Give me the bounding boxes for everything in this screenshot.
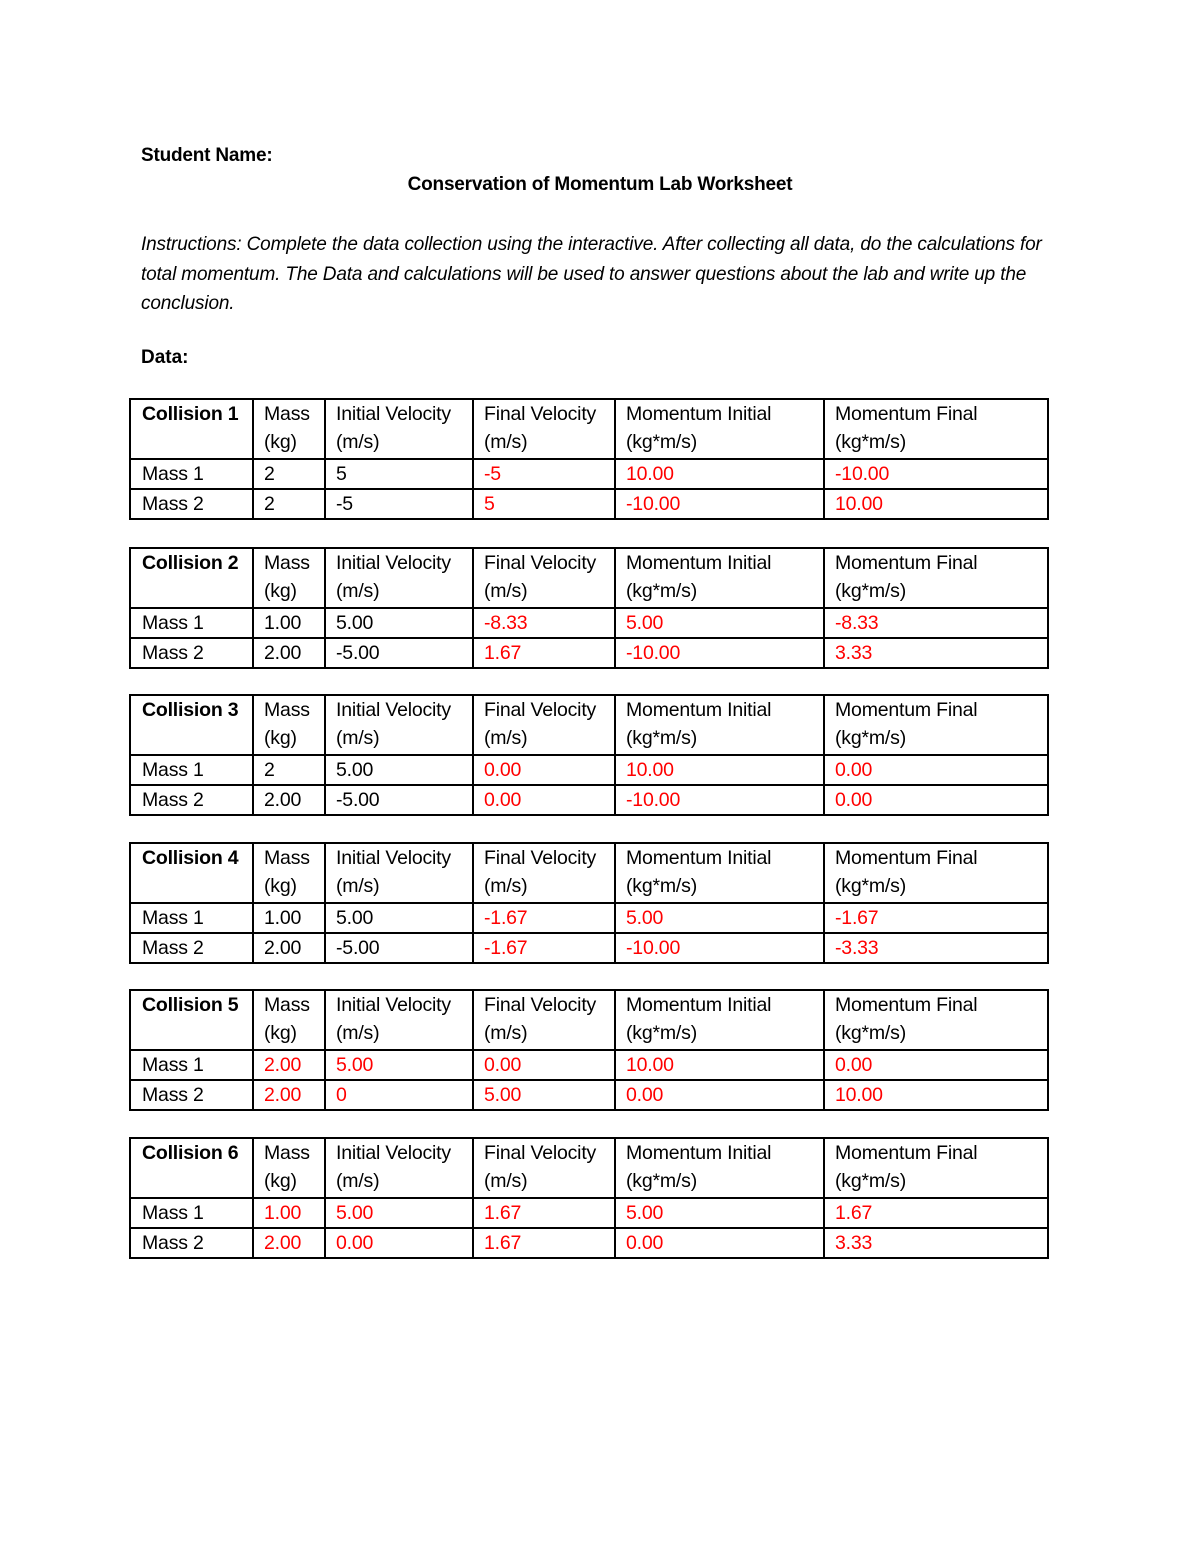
momentum-initial-cell: -10.00 (615, 638, 824, 668)
momentum-final-header: Momentum Final (kg*m/s) (824, 399, 1048, 459)
momentum-initial-cell: 0.00 (615, 1080, 824, 1110)
final-velocity-cell: 0.00 (473, 785, 615, 815)
momentum-initial-cell: -10.00 (615, 785, 824, 815)
student-name-label: Student Name: (141, 145, 273, 166)
final-velocity-header: Final Velocity (m/s) (473, 1138, 615, 1198)
collision-table-1 (129, 398, 1049, 520)
final-velocity-cell: -1.67 (473, 933, 615, 963)
header-row (130, 1138, 1048, 1198)
final-velocity-cell: -5 (473, 459, 615, 489)
momentum-final-cell: 3.33 (824, 638, 1048, 668)
mass-cell: 2 (253, 755, 325, 785)
momentum-initial-header: Momentum Initial (kg*m/s) (615, 695, 824, 755)
row-label: Mass 2 (142, 1084, 204, 1106)
momentum-initial-header: Momentum Initial (kg*m/s) (615, 990, 824, 1050)
final-velocity-header: Final Velocity (m/s) (473, 695, 615, 755)
final-velocity-cell: 0.00 (473, 755, 615, 785)
momentum-final-header: Momentum Final (kg*m/s) (824, 695, 1048, 755)
final-velocity-cell: 5.00 (473, 1080, 615, 1110)
momentum-final-header: Momentum Final (kg*m/s) (824, 1138, 1048, 1198)
momentum-final-header: Momentum Final (kg*m/s) (824, 548, 1048, 608)
mass-cell: 2 (253, 459, 325, 489)
momentum-final-cell: -3.33 (824, 933, 1048, 963)
momentum-initial-header: Momentum Initial (kg*m/s) (615, 548, 824, 608)
final-velocity-cell: 0.00 (473, 1050, 615, 1080)
final-velocity-header: Final Velocity (m/s) (473, 399, 615, 459)
final-velocity-cell: 1.67 (473, 1198, 615, 1228)
table-row (130, 489, 1048, 519)
momentum-initial-cell: 5.00 (615, 903, 824, 933)
row-label: Mass 2 (142, 493, 204, 515)
momentum-final-cell: 10.00 (824, 489, 1048, 519)
row-label: Mass 2 (142, 789, 204, 811)
final-velocity-cell: -1.67 (473, 903, 615, 933)
momentum-final-cell: 0.00 (824, 785, 1048, 815)
initial-velocity-header: Initial Velocity (m/s) (325, 843, 473, 903)
momentum-final-header: Momentum Final (kg*m/s) (824, 843, 1048, 903)
momentum-final-cell: -10.00 (824, 459, 1048, 489)
collision-title: Collision 5 (130, 990, 253, 1050)
table-row (130, 785, 1048, 815)
collision-table-6 (129, 1137, 1049, 1259)
momentum-initial-header: Momentum Initial (kg*m/s) (615, 399, 824, 459)
table-row (130, 1050, 1048, 1080)
initial-velocity-cell: 0.00 (325, 1228, 473, 1258)
initial-velocity-cell: 5.00 (325, 1198, 473, 1228)
data-heading: Data: (141, 347, 189, 368)
initial-velocity-cell: 5 (325, 459, 473, 489)
momentum-final-cell: -1.67 (824, 903, 1048, 933)
mass-cell: 2.00 (253, 785, 325, 815)
initial-velocity-cell: -5.00 (325, 933, 473, 963)
mass-header: Mass (kg) (253, 1138, 325, 1198)
table-row (130, 1198, 1048, 1228)
mass-header: Mass (kg) (253, 695, 325, 755)
mass-cell: 2.00 (253, 933, 325, 963)
momentum-initial-header: Momentum Initial (kg*m/s) (615, 843, 824, 903)
mass-header: Mass (kg) (253, 548, 325, 608)
momentum-initial-cell: -10.00 (615, 933, 824, 963)
collision-title: Collision 2 (130, 548, 253, 608)
header-row (130, 399, 1048, 459)
collision-table-4 (129, 842, 1049, 964)
initial-velocity-header: Initial Velocity (m/s) (325, 548, 473, 608)
header-row (130, 843, 1048, 903)
momentum-initial-cell: 5.00 (615, 608, 824, 638)
initial-velocity-header: Initial Velocity (m/s) (325, 1138, 473, 1198)
mass-header: Mass (kg) (253, 990, 325, 1050)
mass-header: Mass (kg) (253, 843, 325, 903)
mass-cell: 1.00 (253, 903, 325, 933)
initial-velocity-cell: -5.00 (325, 785, 473, 815)
mass-cell: 2.00 (253, 1228, 325, 1258)
momentum-final-cell: 0.00 (824, 755, 1048, 785)
collision-title: Collision 3 (130, 695, 253, 755)
momentum-initial-cell: 0.00 (615, 1228, 824, 1258)
row-label: Mass 1 (130, 459, 253, 489)
final-velocity-header: Final Velocity (m/s) (473, 548, 615, 608)
mass-cell: 2.00 (253, 1080, 325, 1110)
initial-velocity-header: Initial Velocity (m/s) (325, 399, 473, 459)
collision-table-3 (129, 694, 1049, 816)
momentum-initial-cell: 10.00 (615, 1050, 824, 1080)
row-label: Mass 1 (130, 903, 253, 933)
momentum-final-header: Momentum Final (kg*m/s) (824, 990, 1048, 1050)
mass-cell: 2 (253, 489, 325, 519)
collision-title: Collision 4 (130, 843, 253, 903)
mass-cell: 2.00 (253, 638, 325, 668)
initial-velocity-cell: 5.00 (325, 755, 473, 785)
header-row (130, 990, 1048, 1050)
initial-velocity-cell: 5.00 (325, 1050, 473, 1080)
momentum-initial-cell: -10.00 (615, 489, 824, 519)
momentum-final-cell: -8.33 (824, 608, 1048, 638)
momentum-final-cell: 10.00 (824, 1080, 1048, 1110)
mass-cell: 2.00 (253, 1050, 325, 1080)
table-row (130, 1228, 1048, 1258)
row-label: Mass 1 (130, 755, 253, 785)
mass-header: Mass (kg) (253, 399, 325, 459)
mass-cell: 1.00 (253, 1198, 325, 1228)
table-row (130, 1080, 1048, 1110)
initial-velocity-cell: -5 (325, 489, 473, 519)
collision-title: Collision 1 (130, 399, 253, 459)
collision-table-2 (129, 547, 1049, 669)
table-row (130, 903, 1048, 933)
page-title: Conservation of Momentum Lab Worksheet (407, 174, 793, 195)
momentum-final-cell: 3.33 (824, 1228, 1048, 1258)
header-row (130, 548, 1048, 608)
row-label: Mass 2 (142, 937, 204, 959)
momentum-final-cell: 0.00 (824, 1050, 1048, 1080)
initial-velocity-cell: 5.00 (325, 903, 473, 933)
momentum-initial-cell: 5.00 (615, 1198, 824, 1228)
initial-velocity-cell: 5.00 (325, 608, 473, 638)
initial-velocity-cell: -5.00 (325, 638, 473, 668)
mass-cell: 1.00 (253, 608, 325, 638)
row-label: Mass 1 (130, 1050, 253, 1080)
instructions-text: Instructions: Complete the data collection using the interactive. After collecting all data, do the calculations for total momentum. The Data and calculations will be used to answer questions about the lab and write up the conclusion. (141, 234, 1042, 314)
row-label: Mass 2 (142, 1232, 204, 1254)
final-velocity-header: Final Velocity (m/s) (473, 843, 615, 903)
row-label: Mass 1 (130, 608, 253, 638)
table-row (130, 459, 1048, 489)
final-velocity-header: Final Velocity (m/s) (473, 990, 615, 1050)
table-row (130, 933, 1048, 963)
table-row (130, 638, 1048, 668)
collision-table-5 (129, 989, 1049, 1111)
initial-velocity-cell: 0 (325, 1080, 473, 1110)
momentum-initial-cell: 10.00 (615, 755, 824, 785)
initial-velocity-header: Initial Velocity (m/s) (325, 695, 473, 755)
table-row (130, 755, 1048, 785)
momentum-initial-header: Momentum Initial (kg*m/s) (615, 1138, 824, 1198)
row-label: Mass 2 (142, 642, 204, 664)
final-velocity-cell: 1.67 (473, 638, 615, 668)
header-row (130, 695, 1048, 755)
collision-title: Collision 6 (130, 1138, 253, 1198)
final-velocity-cell: 1.67 (473, 1228, 615, 1258)
momentum-initial-cell: 10.00 (615, 459, 824, 489)
final-velocity-cell: 5 (473, 489, 615, 519)
table-row (130, 608, 1048, 638)
initial-velocity-header: Initial Velocity (m/s) (325, 990, 473, 1050)
final-velocity-cell: -8.33 (473, 608, 615, 638)
row-label: Mass 1 (130, 1198, 253, 1228)
momentum-final-cell: 1.67 (824, 1198, 1048, 1228)
